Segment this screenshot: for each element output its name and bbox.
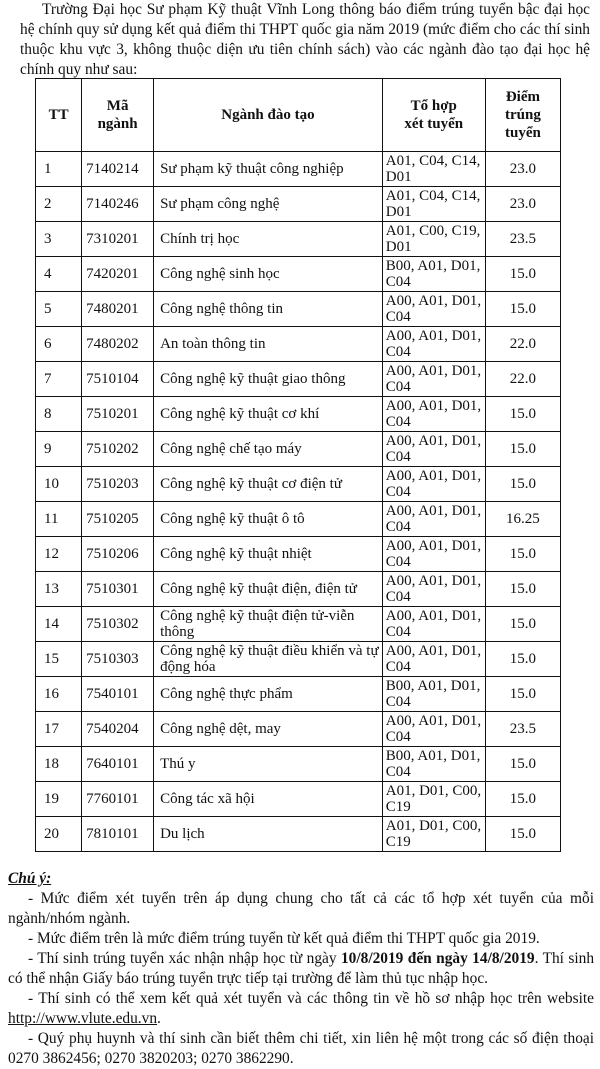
table-row	[36, 747, 561, 782]
cell-tt: 9	[36, 432, 82, 467]
table-row	[36, 782, 561, 817]
cell-diem: 15.0	[485, 572, 560, 607]
cell-tt: 12	[36, 537, 82, 572]
cell-ma-nganh: 7540204	[82, 712, 154, 747]
cell-tt: 16	[36, 677, 82, 712]
header-to-hop	[382, 79, 485, 152]
website-link[interactable]: http://www.vlute.edu.vn	[8, 1010, 158, 1027]
cell-tt: 4	[36, 257, 82, 292]
cell-nganh: An toàn thông tin	[154, 327, 383, 362]
header-ma-line1: Mã	[106, 98, 129, 114]
cell-tt: 11	[36, 502, 82, 537]
cell-diem: 15.0	[485, 292, 560, 327]
table-row	[36, 817, 561, 852]
cell-diem: 22.0	[485, 362, 560, 397]
cell-ma-nganh: 7480201	[82, 292, 154, 327]
cell-tt: 19	[36, 782, 82, 817]
cell-to-hop: A00, A01, D01, C04	[382, 327, 485, 362]
cell-diem: 15.0	[485, 782, 560, 817]
cell-diem: 23.0	[485, 187, 560, 222]
cell-to-hop: A00, A01, D01, C04	[382, 642, 485, 677]
cell-to-hop: A00, A01, D01, C04	[382, 467, 485, 502]
cell-diem: 15.0	[485, 817, 560, 852]
header-ma-nganh	[82, 79, 154, 152]
header-diem	[485, 79, 560, 152]
cell-nganh: Công nghệ kỹ thuật ô tô	[154, 502, 383, 537]
cell-tt: 8	[36, 397, 82, 432]
header-diem-line1: Điểm	[505, 89, 540, 105]
cell-nganh: Công nghệ kỹ thuật cơ khí	[154, 397, 383, 432]
header-tohop-line2: xét tuyển	[404, 116, 464, 132]
cell-nganh: Công nghệ thực phẩm	[154, 677, 383, 712]
cell-to-hop: A01, C00, C19, D01	[382, 222, 485, 257]
table-row	[36, 222, 561, 257]
table-row	[36, 187, 561, 222]
cell-ma-nganh: 7140246	[82, 187, 154, 222]
cell-tt: 14	[36, 607, 82, 642]
table-row	[36, 152, 561, 187]
cell-ma-nganh: 7510202	[82, 432, 154, 467]
cell-ma-nganh: 7510201	[82, 397, 154, 432]
table-row	[36, 712, 561, 747]
table-row	[36, 467, 561, 502]
cell-ma-nganh: 7510301	[82, 572, 154, 607]
cell-ma-nganh: 7510302	[82, 607, 154, 642]
cell-diem: 15.0	[485, 642, 560, 677]
cell-nganh: Công nghệ kỹ thuật cơ điện tử	[154, 467, 383, 502]
note-4-end: .	[157, 1010, 161, 1027]
table-row	[36, 362, 561, 397]
table-body	[36, 152, 561, 852]
cell-ma-nganh: 7510205	[82, 502, 154, 537]
cell-diem: 15.0	[485, 397, 560, 432]
cell-to-hop: A00, A01, D01, C04	[382, 502, 485, 537]
note-4-text: - Thí sinh có thể xem kết quả xét tuyển và các thông tin về hồ sơ nhập học trên website	[28, 990, 594, 1007]
cell-diem: 16.25	[485, 502, 560, 537]
table-row	[36, 537, 561, 572]
cell-to-hop: B00, A01, D01, C04	[382, 677, 485, 712]
cell-tt: 18	[36, 747, 82, 782]
note-2: - Mức điểm trên là mức điểm trúng tuyển từ kết quả điểm thi THPT quốc gia 2019.	[28, 930, 540, 947]
cell-to-hop: A00, A01, D01, C04	[382, 712, 485, 747]
cell-ma-nganh: 7810101	[82, 817, 154, 852]
cell-tt: 2	[36, 187, 82, 222]
table-row	[36, 432, 561, 467]
table-row	[36, 677, 561, 712]
cell-nganh: Công nghệ sinh học	[154, 257, 383, 292]
header-tt: TT	[36, 79, 82, 152]
header-diem-line2: trúng	[504, 107, 541, 123]
cell-nganh: Công nghệ kỹ thuật điện tử-viễn thông	[154, 607, 383, 642]
cell-diem: 15.0	[485, 677, 560, 712]
cell-ma-nganh: 7480202	[82, 327, 154, 362]
cell-ma-nganh: 7510203	[82, 467, 154, 502]
cell-to-hop: A01, C04, C14, D01	[382, 152, 485, 187]
admission-score-table	[35, 78, 561, 852]
cell-tt: 13	[36, 572, 82, 607]
table-header-row	[36, 79, 561, 152]
cell-ma-nganh: 7140214	[82, 152, 154, 187]
cell-to-hop: A00, A01, D01, C04	[382, 397, 485, 432]
cell-nganh: Du lịch	[154, 817, 383, 852]
header-nganh: Ngành đào tạo	[154, 79, 383, 152]
cell-diem: 15.0	[485, 747, 560, 782]
cell-ma-nganh: 7540101	[82, 677, 154, 712]
cell-nganh: Sư phạm công nghệ	[154, 187, 383, 222]
cell-tt: 20	[36, 817, 82, 852]
header-ma-line2: ngành	[97, 116, 138, 132]
cell-nganh: Công nghệ kỹ thuật giao thông	[154, 362, 383, 397]
notes-section	[8, 869, 594, 1069]
header-tohop-line1: Tổ hợp	[410, 98, 457, 114]
cell-ma-nganh: 7510104	[82, 362, 154, 397]
table-row	[36, 292, 561, 327]
cell-diem: 15.0	[485, 607, 560, 642]
cell-nganh: Sư phạm kỹ thuật công nghiệp	[154, 152, 383, 187]
cell-tt: 10	[36, 467, 82, 502]
cell-ma-nganh: 7420201	[82, 257, 154, 292]
cell-nganh: Công nghệ kỹ thuật điện, điện tử	[154, 572, 383, 607]
note-3	[8, 949, 594, 989]
cell-tt: 5	[36, 292, 82, 327]
table-row	[36, 572, 561, 607]
cell-to-hop: A01, C04, C14, D01	[382, 187, 485, 222]
note-3-dates: 10/8/2019 đến ngày 14/8/2019	[340, 950, 535, 967]
cell-nganh: Công nghệ kỹ thuật nhiệt	[154, 537, 383, 572]
cell-diem: 23.5	[485, 712, 560, 747]
header-diem-line3: tuyển	[504, 125, 541, 141]
cell-nganh: Công nghệ thông tin	[154, 292, 383, 327]
notes-title: Chú ý:	[8, 870, 52, 887]
cell-diem: 23.5	[485, 222, 560, 257]
cell-nganh: Thú y	[154, 747, 383, 782]
cell-nganh: Chính trị học	[154, 222, 383, 257]
cell-diem: 15.0	[485, 537, 560, 572]
cell-ma-nganh: 7510303	[82, 642, 154, 677]
note-3-text-a: - Thí sinh trúng tuyển xác nhận nhập học từ ngày	[28, 950, 341, 967]
cell-tt: 15	[36, 642, 82, 677]
cell-to-hop: A00, A01, D01, C04	[382, 607, 485, 642]
note-5: - Quý phụ huynh và thí sinh cần biết thêm chi tiết, xin liên hệ một trong các số điện thoại 0270 3862456; 0270 3820203; 0270 3862290.	[8, 1030, 594, 1067]
cell-to-hop: B00, A01, D01, C04	[382, 747, 485, 782]
cell-to-hop: A01, D01, C00, C19	[382, 817, 485, 852]
cell-ma-nganh: 7640101	[82, 747, 154, 782]
cell-diem: 15.0	[485, 432, 560, 467]
cell-tt: 17	[36, 712, 82, 747]
cell-tt: 1	[36, 152, 82, 187]
table-row	[36, 327, 561, 362]
cell-ma-nganh: 7310201	[82, 222, 154, 257]
note-4	[8, 989, 594, 1029]
cell-tt: 3	[36, 222, 82, 257]
cell-diem: 15.0	[485, 467, 560, 502]
cell-diem: 22.0	[485, 327, 560, 362]
cell-tt: 7	[36, 362, 82, 397]
cell-nganh: Công nghệ dệt, may	[154, 712, 383, 747]
cell-to-hop: A00, A01, D01, C04	[382, 362, 485, 397]
cell-nganh: Công nghệ kỹ thuật điều khiển và tự động hóa	[154, 642, 383, 677]
intro-paragraph: Trường Đại học Sư phạm Kỹ thuật Vĩnh Long thông báo điểm trúng tuyển bậc đại học hệ chính quy sử dụng kết quả điểm thi THPT quốc gia năm 2019 (mức điểm cho các thí sinh thuộc khu vực 3, không thuộc diện ưu tiên chính sách) vào các ngành đào tạo đại học hệ chính quy như sau:	[20, 1, 590, 78]
cell-to-hop: A00, A01, D01, C04	[382, 432, 485, 467]
cell-nganh: Công nghệ chế tạo máy	[154, 432, 383, 467]
cell-to-hop: A00, A01, D01, C04	[382, 537, 485, 572]
table-row	[36, 257, 561, 292]
cell-to-hop: A00, A01, D01, C04	[382, 292, 485, 327]
cell-ma-nganh: 7760101	[82, 782, 154, 817]
cell-diem: 23.0	[485, 152, 560, 187]
cell-to-hop: A01, D01, C00, C19	[382, 782, 485, 817]
cell-nganh: Công tác xã hội	[154, 782, 383, 817]
cell-ma-nganh: 7510206	[82, 537, 154, 572]
cell-diem: 15.0	[485, 257, 560, 292]
cell-tt: 6	[36, 327, 82, 362]
note-1: - Mức điểm xét tuyển trên áp dụng chung cho tất cả các tổ hợp xét tuyển của mỗi ngành/nhóm ngành.	[8, 890, 594, 927]
table-row	[36, 397, 561, 432]
table-row	[36, 642, 561, 677]
cell-to-hop: A00, A01, D01, C04	[382, 572, 485, 607]
cell-to-hop: B00, A01, D01, C04	[382, 257, 485, 292]
table-row	[36, 607, 561, 642]
table-row	[36, 502, 561, 537]
note-3-text-b: . Thí sinh có thể nhận Giấy báo trúng tuyển trực tiếp tại trường để làm thủ tục nhập học.	[8, 950, 595, 987]
